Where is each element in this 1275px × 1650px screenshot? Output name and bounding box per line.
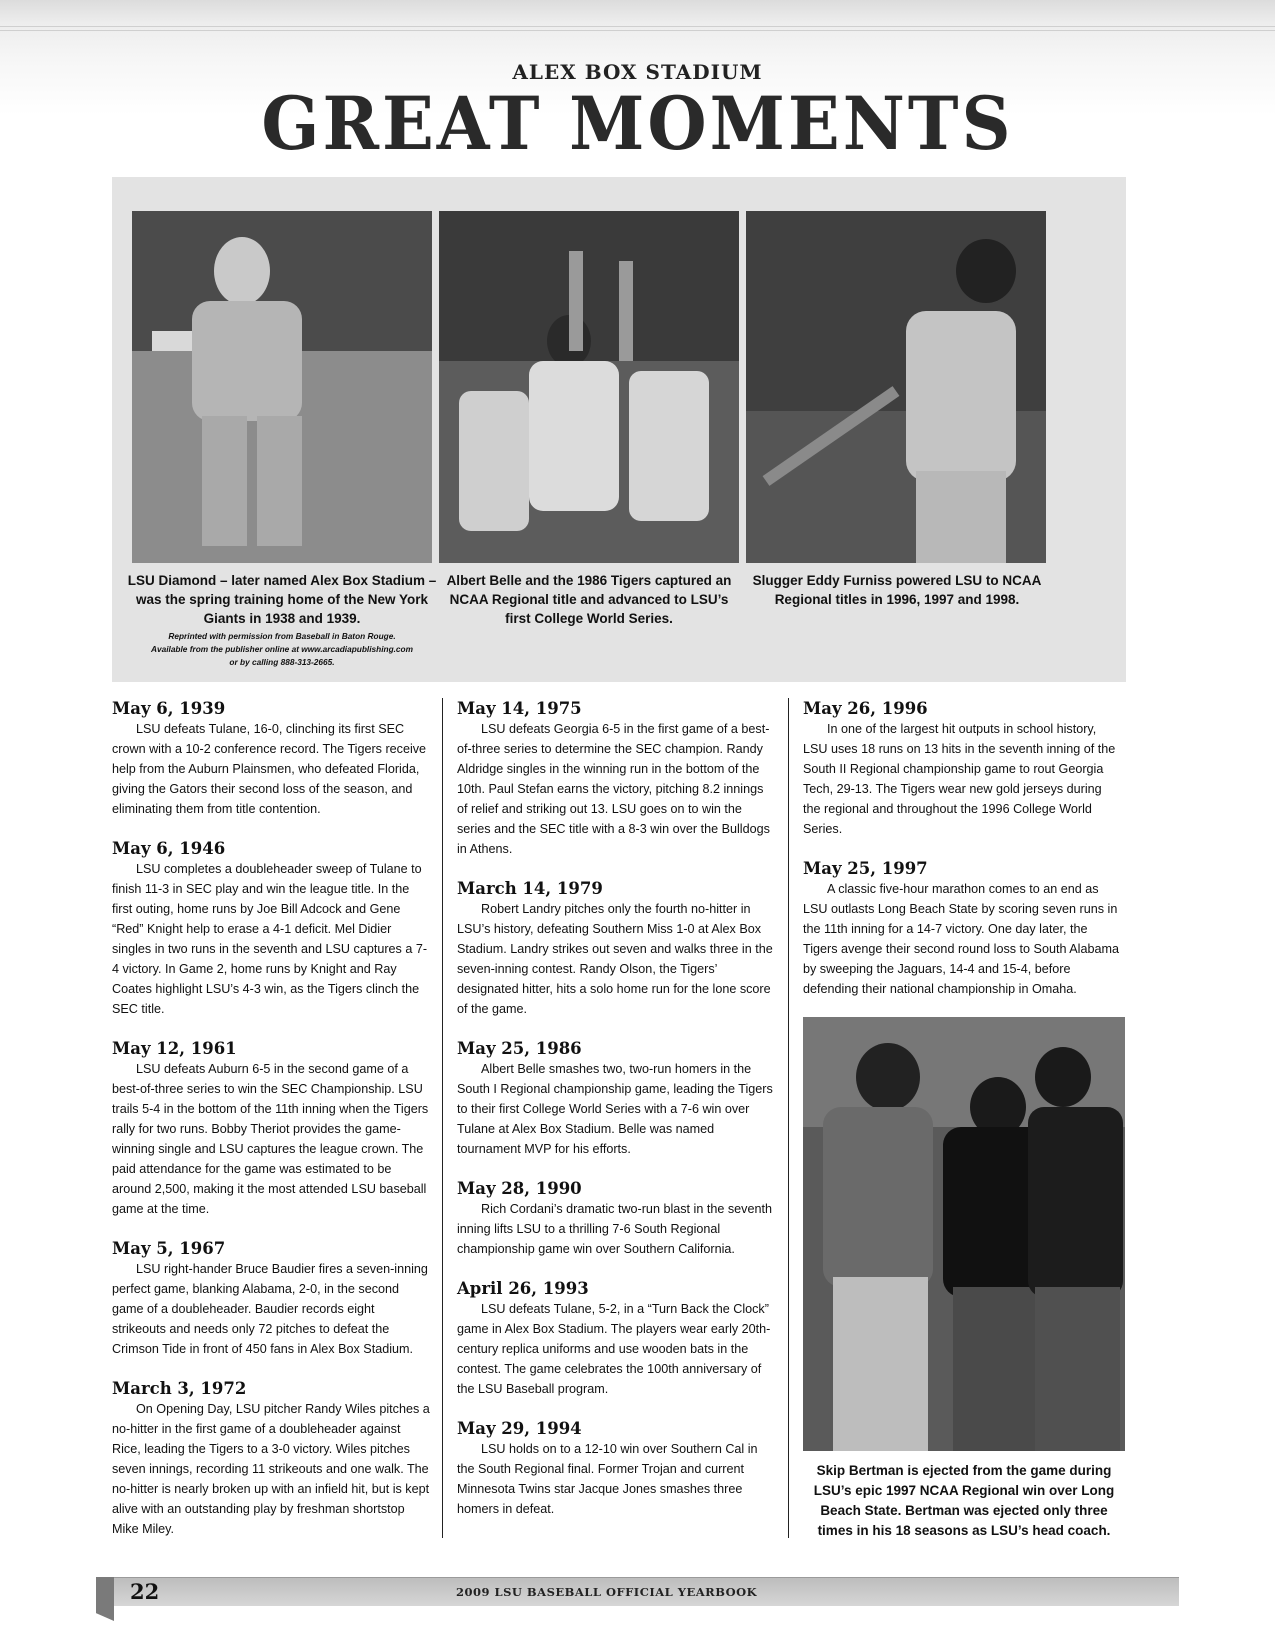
moment-entry: March 3, 1972 On Opening Day, LSU pitcher Randy Wiles pitches a no-hitter in the first game of a doubleheader against Rice, leading the Tigers to a 3-0 victory. Wiles pitches seven innings, recording 11 strikeouts and one walk. The no-hitter is nearly broken up with an infield hit, but is kept alive with an outstanding play by freshman shortstop Mike Miley. <box>112 1379 430 1536</box>
moment-entry: May 26, 1996 In one of the largest hit outputs in school history, LSU uses 18 runs on 13 hits in the seventh inning of the South II Regional championship game to rout Georgia Tech, 29-13. The Tigers wear new gold jerseys during the regional and throughout the 1996 College World Series. <box>803 699 1116 836</box>
moment-entry: May 6, 1946 LSU completes a doubleheader sweep of Tulane to finish 11-3 in SEC play and win the league title. In the first outing, home runs by Joe Bill Adcock and Gene “Red” Knight help to erase a 4-1 deficit. Mel Didier singles in two runs in the seventh and LSU captures a 7-4 victory. In Game 2, home runs by Knight and Ray Coates highlight LSU’s 4-3 win, as the Tigers clinch the SEC title. <box>112 839 428 1016</box>
moment-entry: May 6, 1939 LSU defeats Tulane, 16-0, clinching its first SEC crown with a 10-2 conference record. The Tigers receive help from the Auburn Plainsmen, who defeated Florida, giving the Gators their second loss of the season, and eliminating them from title contention. <box>112 699 427 816</box>
moments-column-2 <box>457 698 775 1538</box>
giants-player-photo <box>132 211 432 563</box>
page-footer <box>96 1573 1179 1625</box>
column-divider <box>442 698 443 1538</box>
moment-entry: May 5, 1967 LSU right-hander Bruce Baudier fires a seven-inning perfect game, blanking Alabama, 2-0, in the second game of a doubleheader. Baudier records eight strikeouts and needs only 72 pitches to defeat the Crimson Tide in front of 450 fans in Alex Box Stadium. <box>112 1239 428 1356</box>
moment-entry: April 26, 1993 LSU defeats Tulane, 5-2, in a “Turn Back the Clock” game in Alex Box Stadium. The players wear early 20th-century replica uniforms and use wooden bats in the contest. The game celebrates the 100th anniversary of the LSU Baseball program. <box>457 1279 771 1396</box>
photo-caption-2: Albert Belle and the 1986 Tigers captured an NCAA Regional title and advanced to LSU’s first College World Series. <box>446 573 732 626</box>
furniss-batting-photo <box>746 211 1046 563</box>
moment-entry: May 29, 1994 LSU holds on to a 12-10 win over Southern Cal in the South Regional final. Former Trojan and current Minnesota Twins star Jacque Jones smashes three homers in defeat. <box>457 1419 758 1516</box>
footer-publication: 2009 LSU BASEBALL OFFICIAL YEARBOOK <box>456 1585 758 1599</box>
moments-column-1 <box>112 698 430 1558</box>
tigers-celebration-photo <box>439 211 739 563</box>
moment-entry: May 25, 1986 Albert Belle smashes two, two-run homers in the South I Regional championship game, leading the Tigers to their first College World Series with a 7-6 win over Tulane at Alex Box Stadium. Belle was named tournament MVP for his efforts. <box>457 1039 773 1156</box>
photo-caption-1: LSU Diamond – later named Alex Box Stadium – was the spring training home of the New York Giants in 1938 and 1939. <box>127 573 437 626</box>
bertman-caption: Skip Bertman is ejected from the game during LSU’s epic 1997 NCAA Regional win over Long Beach State. Bertman was ejected only three times in his 18 seasons as LSU’s head coach. <box>813 1463 1115 1538</box>
page-title: GREAT MOMENTS <box>261 80 1014 168</box>
page-number: 22 <box>130 1579 160 1604</box>
photo-credit: Reprinted with permission from Baseball in Baton Rouge. Available from the publisher online at www.arcadiapublishing.com or by calling 888-313-2665. <box>150 631 413 667</box>
moment-entry: May 28, 1990 Rich Cordani’s dramatic two-run blast in the seventh inning lifts LSU to a thrilling 7-6 South Regional championship game win over Southern California. <box>457 1179 772 1256</box>
photo-caption-3: Slugger Eddy Furniss powered LSU to NCAA Regional titles in 1996, 1997 and 1998. <box>752 573 1042 607</box>
photo-panel <box>112 177 1126 682</box>
moments-column-3 <box>803 698 1121 1018</box>
column-divider <box>788 698 789 1538</box>
moment-entry: May 25, 1997 A classic five-hour marathon comes to an end as LSU outlasts Long Beach State by scoring seven runs in the 11th inning for a 14-7 victory. One day later, the Tigers avenge their second round loss to South Alabama by sweeping the Jaguars, 14-4 and 15-4, before defending their national championship in Omaha. <box>803 859 1119 996</box>
moment-entry: March 14, 1979 Robert Landry pitches only the fourth no-hitter in LSU’s history, defeating Southern Miss 1-0 at Alex Box Stadium. Landry strikes out seven and walks three in the seven-inning contest. Randy Olson, the Tigers’ designated hitter, hits a solo home run for the lone score of the game. <box>457 879 773 1016</box>
page-kicker: ALEX BOX STADIUM <box>512 60 763 84</box>
bertman-ejection-photo <box>803 1017 1125 1451</box>
moment-entry: May 14, 1975 LSU defeats Georgia 6-5 in the first game of a best-of-three series to determine the SEC champion. Randy Aldridge singles in the winning run in the bottom of the 10th. Paul Stefan earns the victory, pitching 8.2 innings of relief and striking out 13. LSU goes on to win the series and the SEC title with a 8-3 win over the Bulldogs in Athens. <box>457 699 770 856</box>
moment-entry: May 12, 1961 LSU defeats Auburn 6-5 in the second game of a best-of-three series to win the SEC Championship. LSU trails 5-4 in the bottom of the 11th inning when the Tigers rally for two runs. Bobby Theriot provides the game-winning single and LSU captures the league crown. The paid attendance for the game was estimated to be around 2,500, making it the most attended LSU baseball game at the time. <box>112 1039 429 1216</box>
